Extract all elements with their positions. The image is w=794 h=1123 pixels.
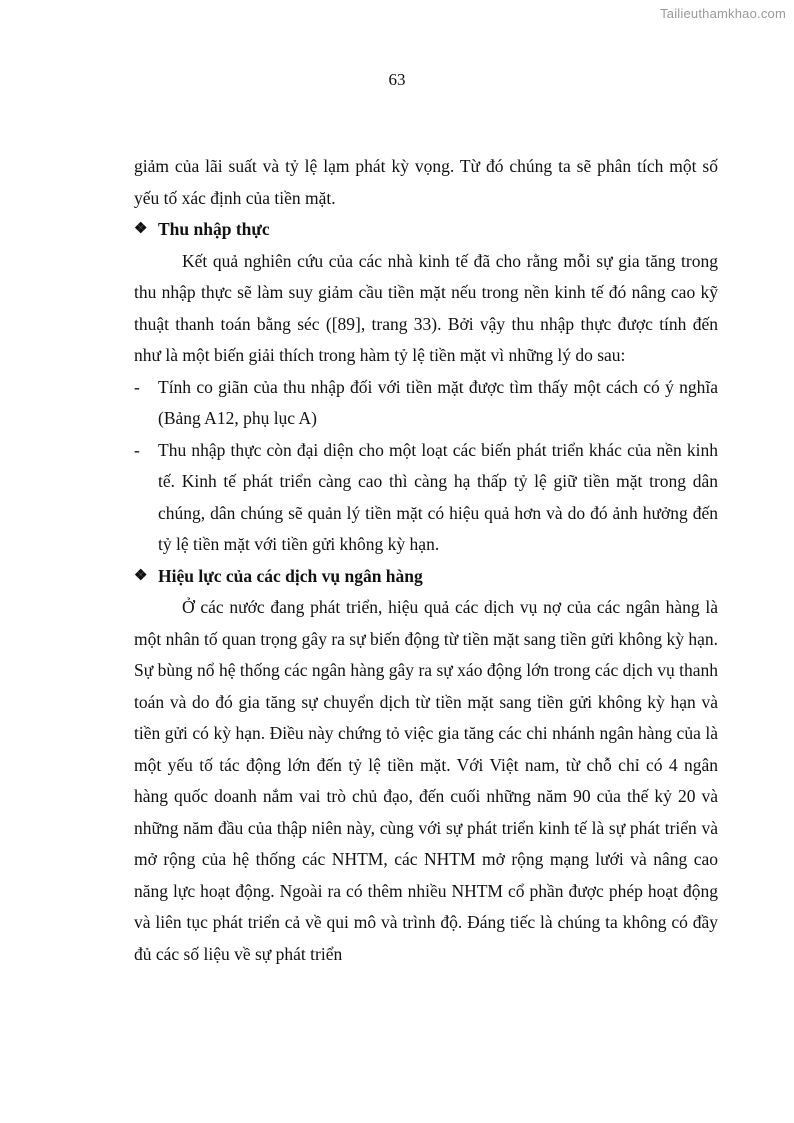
document-body [134, 151, 718, 970]
section-heading-bank-services [134, 561, 718, 593]
section-heading-real-income [134, 214, 718, 246]
dash-bullet: - [134, 439, 140, 460]
section-heading-text: Hiệu lực của các dịch vụ ngân hàng [158, 565, 423, 586]
diamond-bullet-icon: ❖ [134, 567, 148, 584]
list-item [134, 435, 718, 561]
list-item-text: Tính co giãn của thu nhập đối với tiền mặt được tìm thấy một cách có ý nghĩa (Bảng A12, phụ lục A) [158, 376, 718, 428]
section-heading-text: Thu nhập thực [158, 219, 270, 239]
diamond-bullet-icon: ❖ [134, 221, 148, 237]
section-paragraph: Ở các nước đang phát triển, hiệu quả các dịch vụ nợ của các ngân hàng là một nhân tố quan trọng gây ra sự biến động từ tiền mặt sang tiền gửi không kỳ hạn. Sự bùng nổ hệ thống các ngân hàng gây ra sự xáo động lớn trong các dịch vụ thanh toán và do đó gia tăng sự chuyển dịch từ tiền mặt sang tiền gửi không kỳ hạn và tiền gửi có kỳ hạn. Điều này chứng tỏ việc gia tăng các chi nhánh ngân hàng của là một yếu tố tác động lớn đến tỷ lệ tiền mặt. Với Việt nam, từ chỗ chỉ có 4 ngân hàng quốc doanh nắm vai trò chủ đạo, đến cuối những năm 90 của thế kỷ 20 và những năm đầu của thập niên này, cùng với sự phát triển kinh tế là sự phát triển và mở rộng của hệ thống các NHTM, các NHTM mở rộng mạng lưới và nâng cao năng lực hoạt động. Ngoài ra có thêm nhiều NHTM cổ phần được phép hoạt động và liên tục phát triển cả về qui mô và trình độ. Đáng tiếc là chúng ta không có đầy đủ các số liệu về sự phát triển [134, 597, 718, 964]
list-item [134, 372, 718, 435]
page-number: 63 [388, 70, 406, 89]
watermark: Tailieuthamkhao.com [660, 6, 786, 21]
dash-bullet: - [134, 376, 140, 397]
intro-paragraph: giảm của lãi suất và tỷ lệ lạm phát kỳ vọng. Từ đó chúng ta sẽ phân tích một số yếu tố xác định của tiền mặt. [134, 156, 718, 208]
section-paragraph: Kết quả nghiên cứu của các nhà kinh tế đã cho rằng mỗi sự gia tăng trong thu nhập thực sẽ làm suy giảm cầu tiền mặt nếu trong nền kinh tế đó nâng cao kỹ thuật thanh toán bằng séc ([89], trang 33). Bởi vậy thu nhập thực được tính đến như là một biến giải thích trong hàm tỷ lệ tiền mặt vì những lý do sau: [134, 250, 718, 365]
list-item-text: Thu nhập thực còn đại diện cho một loạt các biến phát triển khác của nền kinh tế. Kinh tế phát triển càng cao thì càng hạ thấp tỷ lệ giữ tiền mặt trong dân chúng, dân chúng sẽ quản lý tiền mặt có hiệu quả hơn và do đó ảnh hưởng đến tỷ lệ tiền mặt với tiền gửi không kỳ hạn. [158, 439, 718, 554]
